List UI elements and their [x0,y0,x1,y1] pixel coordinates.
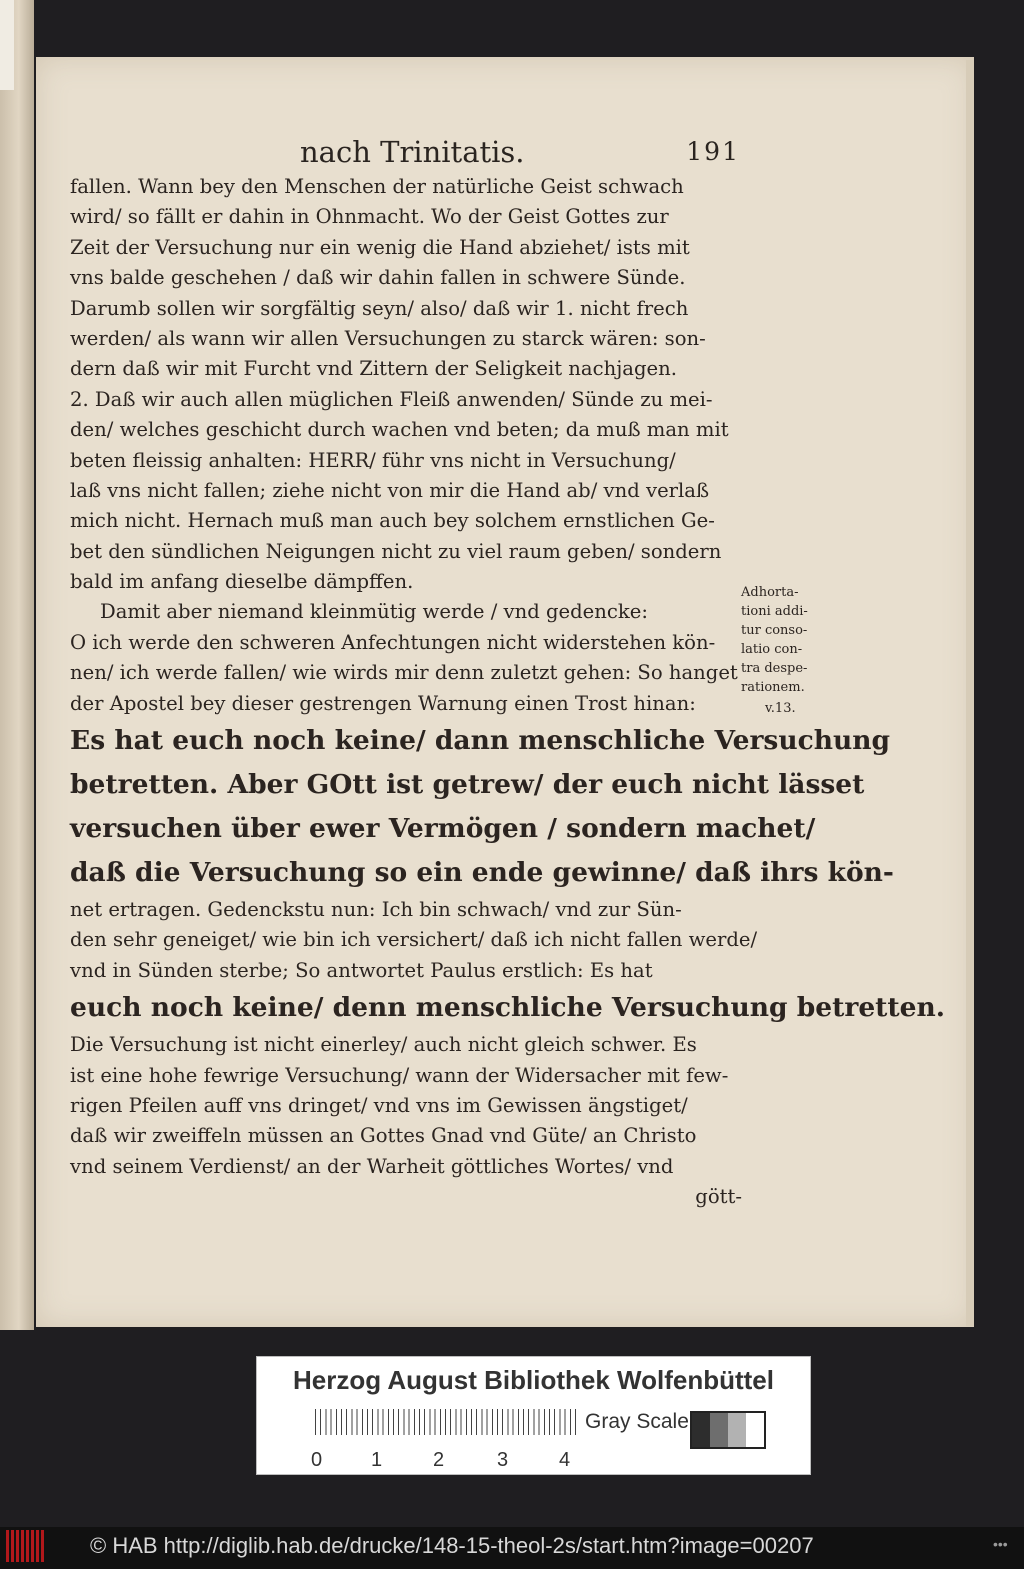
text-line: nen/ ich werde fallen/ wie wirds mir denn zuletzt gehen: So hanget [70,661,738,685]
library-name: Herzog August Bibliothek Wolfenbüttel [293,1365,774,1395]
ruler-number: 0 [311,1449,323,1471]
text-line: ist eine hohe fewrige Versuchung/ wann der Widersacher mit few- [70,1063,729,1087]
ruler-number: 4 [559,1449,571,1471]
text-line: vnd seinem Verdienst/ an der Warheit göttliches Wortes/ vnd [70,1154,674,1178]
text-line: bet den sündlichen Neigungen nicht zu viel raum geben/ sondern [70,539,722,563]
text-line: versuchen über ewer Vermögen / sondern machet/ [70,813,816,845]
text-line: den/ welches geschicht durch wachen vnd beten; da muß man mit [70,418,729,442]
gray-patch [710,1413,728,1447]
text-line: Zeit der Versuchung nur ein wenig die Hand abziehet/ ists mit [70,235,690,259]
margin-note-line: tra despe- [741,661,808,676]
text-line: Damit aber niemand kleinmütig werde / vnd gedencke: [100,600,648,624]
text-line: daß wir zweiffeln müssen an Gottes Gnad vnd Güte/ an Christo [70,1124,697,1148]
margin-note-line: v.13. [765,701,796,716]
scale-ruler [311,1409,577,1471]
text-line: laß vns nicht fallen; ziehe nicht von mir die Hand ab/ vnd verlaß [70,478,710,502]
text-line: dern daß wir mit Furcht vnd Zittern der Seligkeit nachjagen. [70,357,677,381]
margin-note [741,583,831,718]
ruler-ticks [315,1409,577,1435]
margin-note-line: rationem. [741,680,805,695]
text-line: beten fleissig anhalten: HERR/ führ vns nicht in Versuchung/ [70,448,676,472]
hab-logo-icon [6,1530,46,1562]
gray-patches [690,1411,766,1449]
text-line: werden/ als wann wir allen Versuchungen zu starck wären: son- [70,326,706,350]
gray-patch [728,1413,746,1447]
text-line: Es hat euch noch keine/ dann menschliche Versuchung [70,725,891,757]
left-page-edge [0,0,34,1330]
margin-note-line: tioni addi- [741,604,808,619]
gray-patch [692,1413,710,1447]
text-line: vns balde geschehen / daß wir dahin fallen in schwere Sünde. [70,266,686,290]
text-line: der Apostel bey dieser gestrengen Warnung einen Trost hinan: [70,691,696,715]
ruler-number: 2 [433,1449,445,1471]
text-line: betretten. Aber GOtt ist getrew/ der euch nicht lässet [70,769,865,801]
color-target [256,1356,811,1475]
page-number: 191 [686,137,740,166]
gray-patch [746,1413,764,1447]
more-icon[interactable]: ••• [993,1536,1008,1552]
text-line: wird/ so fällt er dahin in Ohnmacht. Wo der Geist Gottes zur [70,205,669,229]
text-line: Die Versuchung ist nicht einerley/ auch nicht gleich schwer. Es [70,1033,697,1057]
ruler-number: 1 [371,1449,383,1471]
footer-bar [0,1527,1024,1569]
text-line: mich nicht. Hernach muß man auch bey solchem ernstlichen Ge- [70,509,715,533]
text-line: Darumb sollen wir sorgfältig seyn/ also/ daß wir 1. nicht frech [70,296,689,320]
margin-note-line: Adhorta- [741,585,799,600]
text-line: fallen. Wann bey den Menschen der natürliche Geist schwach [70,175,684,198]
margin-note-line: latio con- [741,642,803,657]
text-line: rigen Pfeilen auff vns dringet/ vnd vns im Gewissen ängstiget/ [70,1093,688,1117]
text-line: vnd in Sünden sterbe; So antwortet Paulus erstlich: Es hat [70,958,653,982]
text-line: bald im anfang dieselbe dämpffen. [70,570,414,594]
text-line: euch noch keine/ denn menschliche Versuchung betretten. [70,992,946,1024]
text-line: den sehr geneiget/ wie bin ich versichert/ daß ich nicht fallen werde/ [70,928,758,952]
running-title: nach Trinitatis. [300,135,525,169]
left-page-corner [0,0,14,90]
gray-scale-label: Gray Scale [585,1410,689,1433]
margin-note-line: tur conso- [741,623,808,638]
running-head [300,135,740,175]
catchword: gött- [695,1185,742,1209]
text-line: net ertragen. Gedenckstu nun: Ich bin schwach/ vnd zur Sün- [70,898,682,922]
source-url[interactable]: © HAB http://diglib.hab.de/drucke/148-15-theol-2s/start.htm?image=00207 [90,1533,814,1558]
page-edge [966,60,974,1326]
text-line: O ich werde den schweren Anfechtungen nicht widerstehen kön- [70,630,716,654]
text-line: 2. Daß wir auch allen müglichen Fleiß anwenden/ Sünde zu mei- [70,387,713,411]
ruler-number: 3 [497,1449,509,1471]
text-line: daß die Versuchung so ein ende gewinne/ daß ihrs kön- [70,857,894,889]
